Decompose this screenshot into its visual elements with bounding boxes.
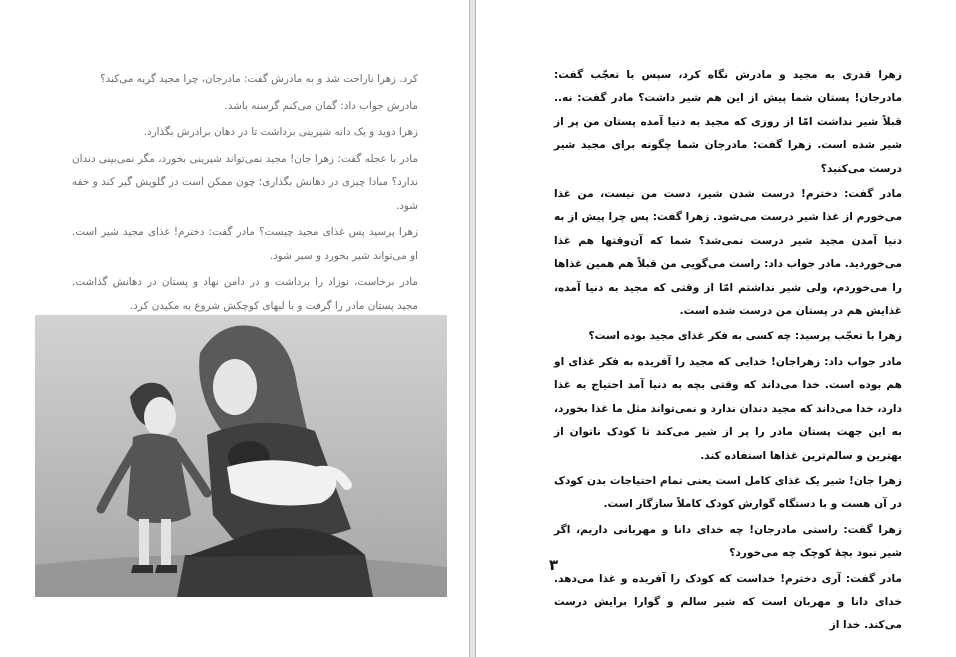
paragraph: مادر جواب داد: زهراجان! خدایی که مجید را آفریده به فکر غذای او هم بوده است. خدا می‌داند که وقتی بچه به دنیا آمد احتیاج به غذا دارد، خدا می‌داند که مجید دندان ندارد و نمی‌تواند مثل ما غذا بخورد، به این جهت پستان مادر را پر از شیر می‌کند تا کودک ناتوان از بهترین و سالم‌ترین غذاها استفاده کند. xyxy=(554,355,902,462)
illustration-mother-nursing xyxy=(35,315,447,597)
paragraph: مادر با عجله گفت: زهرا جان! مجید نمی‌تواند شیرینی بخورد، مگر نمی‌بینی دندان ندارد؟ مبادا چیزی در دهانش بگذاری؛ چون ممکن است در گلویش گیر کند و خفه شود. xyxy=(72,152,418,212)
left-page-text xyxy=(72,68,418,321)
paragraph: مادر گفت: دخترم! درست شدن شیر، دست من نیست، من غذا می‌خورم از غذا شیر درست می‌شود. زهرا گفت: پس چرا پیش از به دنیا آمدن مجید شیر درست نمی‌شد؟ شما که آن‌وقتها هم غذا می‌خوردید. مادر جواب داد: راست می‌گویی من قبلاً هم همین غذاها را می‌خوردم، ولی شیر نداشتم امّا از وقتی که مجید به دنیا آمده، غذایش هم در پستان من درست شده است. xyxy=(554,188,902,318)
paragraph: زهرا با تعجّب پرسید: چه کسی به فکر غذای مجید بوده است؟ xyxy=(588,330,902,343)
paragraph: زهرا دوید و یک دانه شیرینی برداشت تا در دهان برادرش بگذارد. xyxy=(143,126,418,138)
paragraph: زهرا گفت: راستی مادرجان! چه خدای دانا و مهربانی داریم، اگر شیر نبود بچهٔ کوچک چه می‌خورد؟ xyxy=(554,523,902,560)
right-page-text xyxy=(554,64,902,640)
paragraph: کرد. زهرا ناراحت شد و به مادرش گفت: مادرجان، چرا مجید گریه می‌کند؟ xyxy=(100,73,418,85)
paragraph: زهرا جان! شیر یک غذای کامل است یعنی تمام احتیاجات بدن کودک در آن هست و با دستگاه گوارش کودک کاملاً سازگار است. xyxy=(554,474,902,511)
paragraph: مادر برخاست، نوزاد را برداشت و در دامن نهاد و پستان در دهانش گذاشت. مجید پستان مادر را گرفت و با لبهای کوچکش شروع به مکیدن کرد. xyxy=(72,276,418,312)
right-page xyxy=(475,0,956,657)
paragraph: مادرش جواب داد: گمان می‌کنم گرسنه باشد. xyxy=(224,99,418,112)
paragraph: زهرا پرسید پس غذای مجید چیست؟ مادر گفت: دخترم! غذای مجید شیر است. او می‌تواند شیر بخورد و سیر شود. xyxy=(72,226,418,262)
stool xyxy=(177,555,373,597)
page-number: ۳ xyxy=(549,556,559,574)
paragraph: زهرا قدری به مجید و مادرش نگاه کرد، سپس با تعجّب گفت: مادرجان! پستان شما پیش از این هم شیر داشت؟ مادر گفت: نه.. قبلاً شیر نداشت امّا از روزی که مجید به دنیا آمده پستان من پر از شیر شده است. زهرا گفت: مادرجان شما چگونه برای مجید شیر درست می‌کنید؟ xyxy=(554,69,902,175)
paragraph: مادر گفت: آری دخترم! خداست که کودک را آفریده و غذا می‌دهد. خدای دانا و مهربان است که شیر سالم و گوارا برایش درست می‌کند. خدا از xyxy=(554,572,902,632)
left-page xyxy=(0,0,470,657)
